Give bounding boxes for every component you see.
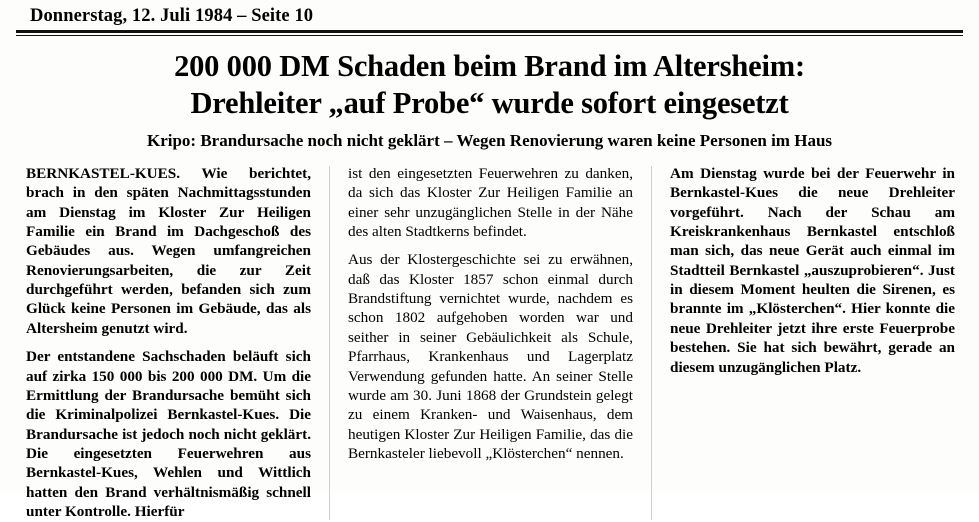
masthead-rule-thick — [16, 30, 963, 33]
masthead-rule-thin — [16, 35, 963, 36]
paragraph: Am Dienstag wurde bei der Feuerwehr in Bernkastel-Kues die neue Drehleiter vorgeführt. Nach der Schau am Kreiskrankenhaus Bernkastel entschloß man sich, das neue Gerät auch einmal im Stadtteil Bernkastel „auszuprobieren“. Just in diesem Moment heulten die Sirenen, es brannte im „Klösterchen“. Hier konnte die neue Drehleiter jetzt ihre erste Feuerprobe bestehen. Sie hat sich bewährt, gerade an diesem unzugänglichen Platz. — [670, 164, 955, 376]
headline-line-2: Drehleiter „auf Probe“ wurde sofort eingesetzt — [190, 86, 789, 121]
column-separator — [651, 166, 652, 520]
paragraph: Der entstandene Sachschaden beläuft sich auf zirka 150 000 bis 200 000 DM. Um die Ermittlung der Brandursache bemüht sich die Kriminalpolizei Bernkastel-Kues. Die Brandursache ist jedoch noch nicht geklärt. Die eingesetzten Feuerwehren aus Bernkastel-Kues, Wehlen und Wittlich hatten den Brand verhältnismäßig schnell unter Kontrolle. Hierfür — [26, 348, 311, 521]
article-column-3 — [670, 164, 955, 377]
paragraph: BERNKASTEL-KUES. Wie berichtet, brach in den späten Nachmittagsstunden am Dienstag im Kloster Zur Heiligen Familie ein Brand im Dachgeschoß des Gebäudes aus. Wegen umfangreichen Renovierungsarbeiten, die zur Zeit durchgeführt werden, befanden sich zum Glück keine Personen im Gebäude, das als Altersheim genutzt wird. — [26, 164, 311, 337]
headline-block — [14, 48, 965, 152]
paragraph: ist den eingesetzten Feuerwehren zu danken, da sich das Kloster Zur Heiligen Familie an einer sehr unzugänglichen Stelle in der Nähe des alten Stadtkerns befindet. — [348, 164, 633, 240]
headline-subhead: Kripo: Brandursache noch nicht geklärt – Wegen Renovierung waren keine Personen im Haus — [146, 131, 833, 151]
article-column-2 — [348, 164, 633, 464]
masthead-date: Donnerstag, 12. Juli 1984 – Seite 10 — [30, 6, 314, 26]
article-column-1 — [26, 164, 311, 522]
masthead — [14, 0, 965, 27]
headline-line-1: 200 000 DM Schaden beim Brand im Altersheim: — [174, 49, 805, 83]
article-columns — [14, 164, 965, 522]
paragraph: Aus der Klostergeschichte sei zu erwähnen, daß das Kloster 1857 schon einmal durch Brandstiftung vernichtet wurde, nachdem es schon 1802 aufgehoben worden war und seither in seiner Gebäulichkeit als Schule, Pfarrhaus, Krankenhaus und Lagerplatz Verwendung gefunden hatte. An seiner Stelle wurde am 30. Juni 1868 der Grundstein gelegt zu einem Kranken- und Waisenhaus, dem heutigen Kloster Zur Heiligen Familie, das die Bernkasteler liebevoll „Klösterchen“ nennen. — [348, 251, 633, 463]
column-separator — [329, 166, 330, 520]
